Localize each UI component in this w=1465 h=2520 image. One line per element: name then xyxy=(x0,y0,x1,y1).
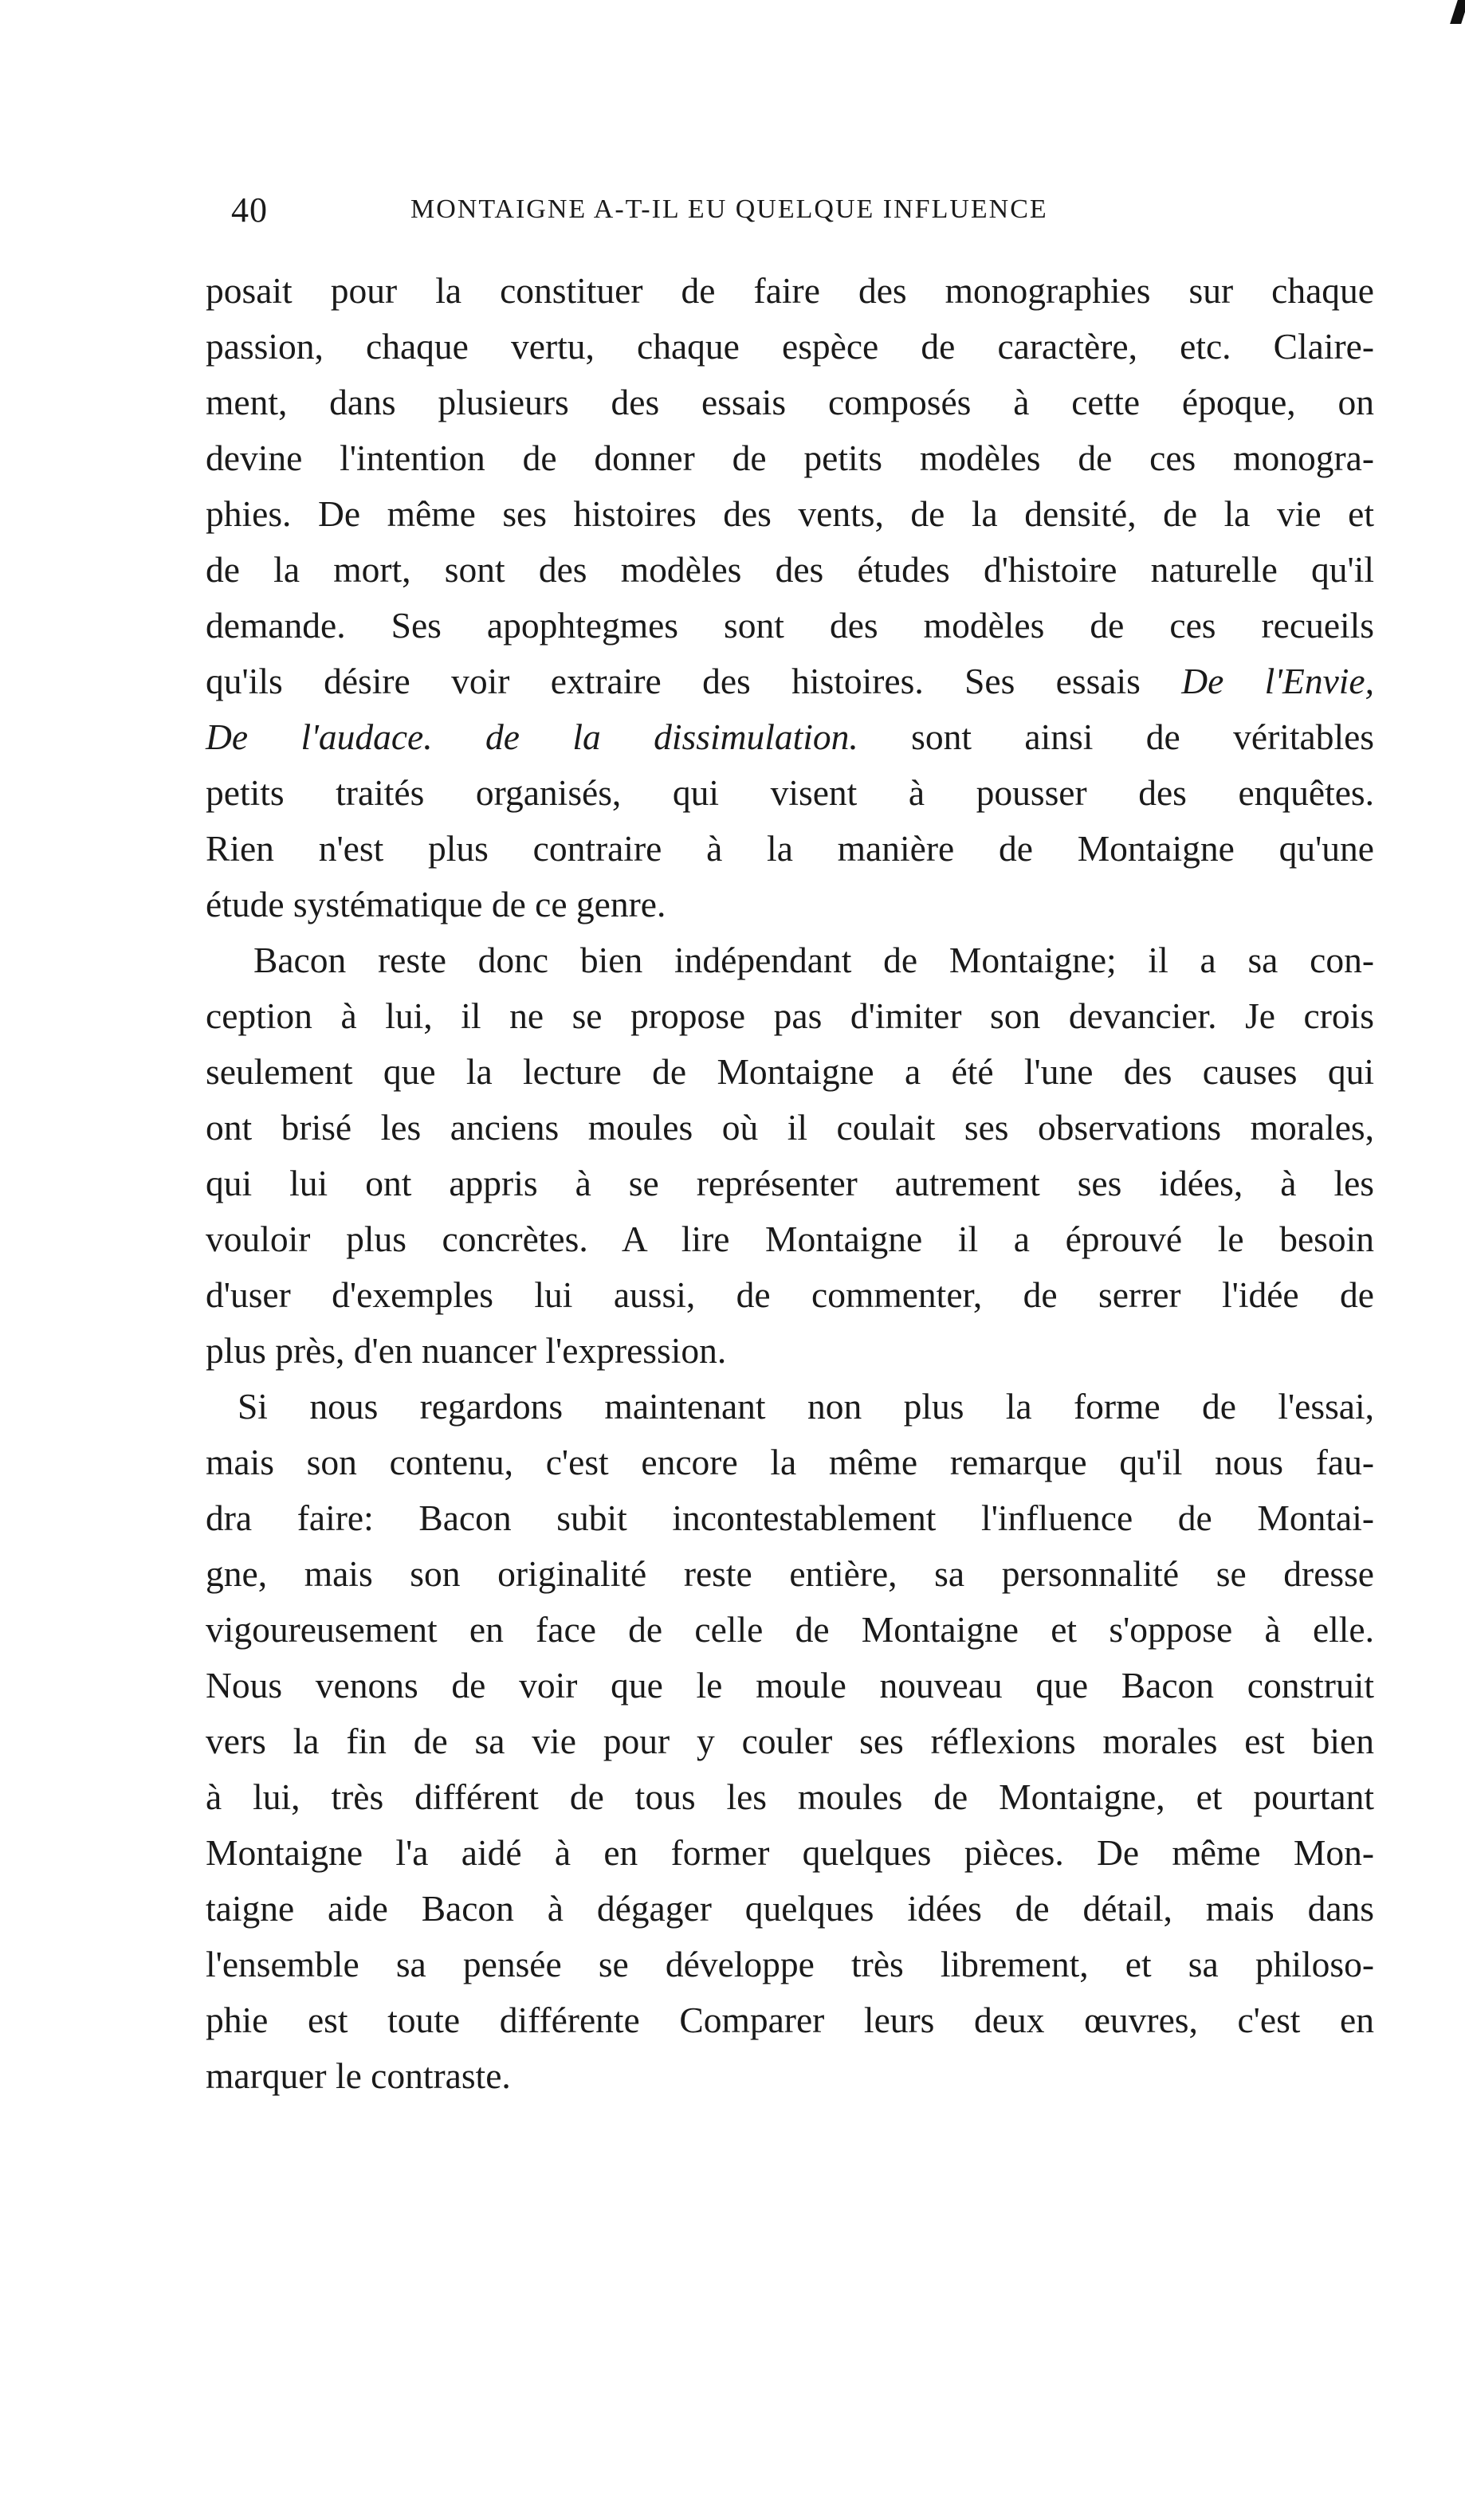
text-line: de la mort, sont des modèles des études d'histoire naturelle qu'il xyxy=(206,549,1374,590)
text-line: Si nous regardons maintenant non plus la forme de l'essai, xyxy=(238,1386,1374,1427)
text-line: ment, dans plusieurs des essais composés à cette époque, on xyxy=(206,382,1374,422)
page-corner-mark xyxy=(1450,0,1465,24)
text-line: à lui, très différent de tous les moules de Montaigne, et pourtant xyxy=(206,1776,1374,1817)
paragraph-1 xyxy=(206,263,1374,932)
italic-title: De l'audace. de la dissimulation. xyxy=(206,716,858,757)
text-line: Rien n'est plus contraire à la manière de Montaigne qu'une xyxy=(206,828,1374,869)
text-line: petits traités organisés, qui visent à pousser des enquêtes. xyxy=(206,772,1374,813)
text-line: vouloir plus concrètes. A lire Montaigne il a éprouvé le besoin xyxy=(206,1219,1374,1259)
text-line: phie est toute différente Comparer leurs deux œuvres, c'est en xyxy=(206,2000,1374,2040)
text-line: devine l'intention de donner de petits modèles de ces monogra- xyxy=(206,438,1374,478)
text-line: seulement que la lecture de Montaigne a été l'une des causes qui xyxy=(206,1051,1374,1092)
text-line-with-italic xyxy=(206,709,1374,765)
text-line-with-italic xyxy=(206,654,1374,709)
text-line: mais son contenu, c'est encore la même remarque qu'il nous fau- xyxy=(206,1442,1374,1482)
text-segment: qu'ils désire voir extraire des histoires. Ses essais xyxy=(206,661,1182,701)
text-line: Montaigne l'a aidé à en former quelques pièces. De même Mon- xyxy=(206,1832,1374,1873)
text-line: phies. De même ses histoires des vents, de la densité, de la vie et xyxy=(206,493,1374,534)
text-line: ception à lui, il ne se propose pas d'imiter son devancier. Je crois xyxy=(206,995,1374,1036)
paragraph-3 xyxy=(206,1379,1374,2104)
body-text xyxy=(206,263,1374,2104)
page-number: 40 xyxy=(231,190,268,230)
text-line: vers la fin de sa vie pour y couler ses réflexions morales est bien xyxy=(206,1721,1374,1761)
text-line: vigoureusement en face de celle de Montaigne et s'oppose à elle. xyxy=(206,1609,1374,1650)
text-line: plus près, d'en nuancer l'expression. xyxy=(206,1330,727,1371)
text-line: taigne aide Bacon à dégager quelques idées de détail, mais dans xyxy=(206,1888,1374,1929)
text-line: qui lui ont appris à se représenter autrement ses idées, à les xyxy=(206,1163,1374,1203)
text-line: Nous venons de voir que le moule nouveau que Bacon construit xyxy=(206,1665,1374,1706)
paragraph-2 xyxy=(206,932,1374,1379)
page-header xyxy=(231,190,1307,237)
text-line: gne, mais son originalité reste entière, sa personnalité se dresse xyxy=(206,1553,1374,1594)
text-line: dra faire: Bacon subit incontestablement l'influence de Montai- xyxy=(206,1497,1374,1538)
text-line: demande. Ses apophtegmes sont des modèles de ces recueils xyxy=(206,605,1374,646)
text-line: Bacon reste donc bien indépendant de Montaigne; il a sa con- xyxy=(253,940,1374,980)
text-line: d'user d'exemples lui aussi, de commenter, de serrer l'idée de xyxy=(206,1274,1374,1315)
running-head: MONTAIGNE A-T-IL EU QUELQUE INFLUENCE xyxy=(410,194,1048,224)
text-line: passion, chaque vertu, chaque espèce de caractère, etc. Claire- xyxy=(206,326,1374,367)
text-line: posait pour la constituer de faire des monographies sur chaque xyxy=(206,270,1374,311)
text-line: marquer le contraste. xyxy=(206,2055,511,2096)
text-line: ont brisé les anciens moules où il coulait ses observations morales, xyxy=(206,1107,1374,1148)
italic-title: De l'Envie, xyxy=(1181,661,1374,701)
text-line: étude systématique de ce genre. xyxy=(206,884,666,924)
text-segment: sont ainsi de véritables xyxy=(858,716,1374,757)
text-line: l'ensemble sa pensée se développe très librement, et sa philoso- xyxy=(206,1944,1374,1984)
